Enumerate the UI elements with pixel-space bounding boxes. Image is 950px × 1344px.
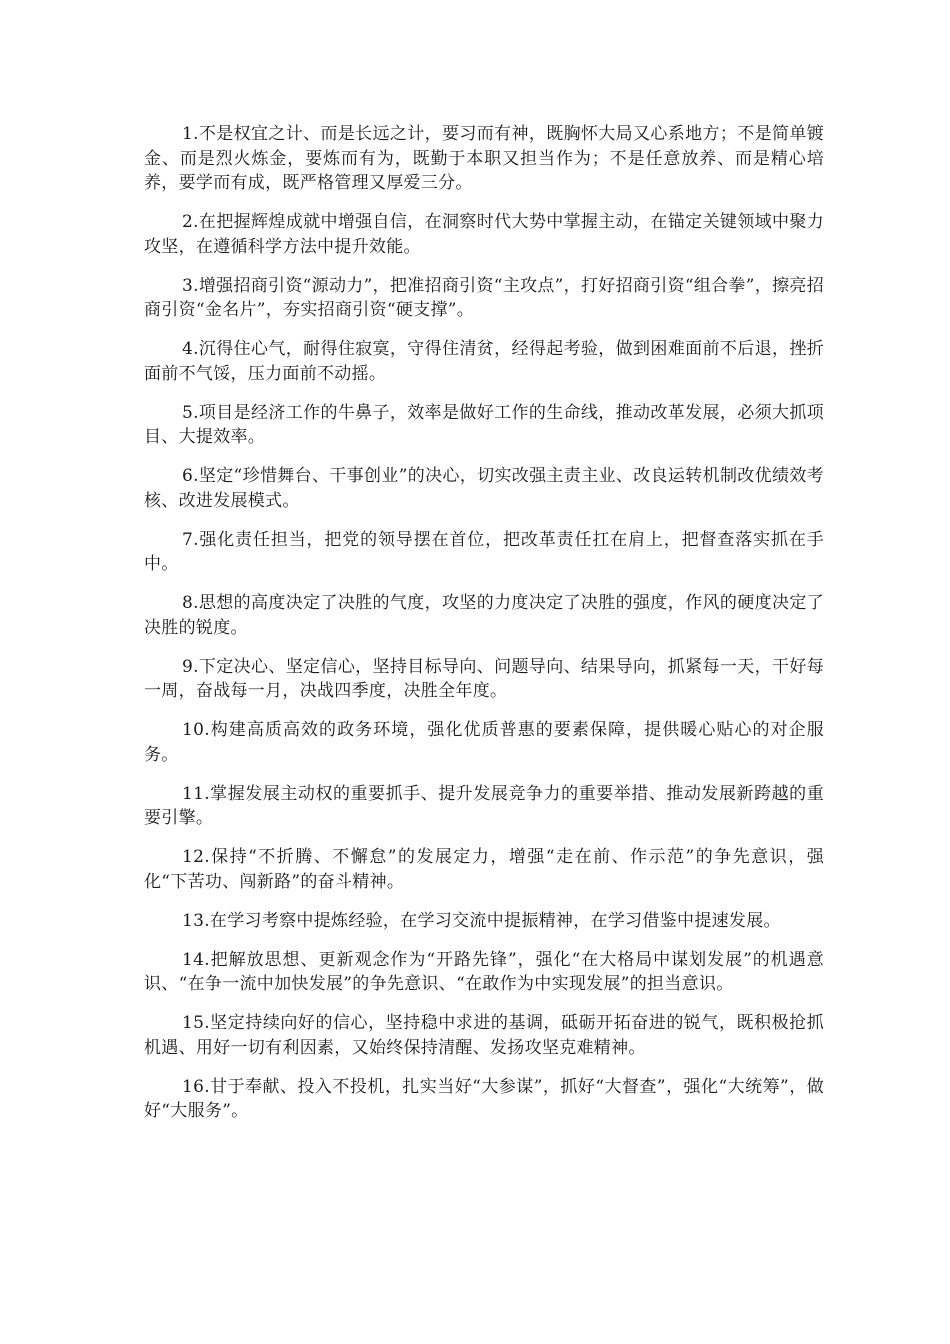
paragraph-14: 14.把解放思想、更新观念作为“开路先锋”，强化“在大格局中谋划发展”的机遇意识、“在争一流中加快发展”的争先意识、“在敢作为中实现发展”的担当意识。	[144, 949, 824, 994]
paragraph-13: 13.在学习考察中提炼经验，在学习交流中提振精神，在学习借鉴中提速发展。	[182, 910, 781, 931]
paragraph-15: 15.坚定持续向好的信心，坚持稳中求进的基调，砥砺开拓奋进的锐气，既积极抢抓机遇、用好一切有利因素，又始终保持清醒、发扬攻坚克难精神。	[144, 1013, 824, 1058]
paragraph-6: 6.坚定“珍惜舞台、干事创业”的决心，切实改强主责主业、改良运转机制改优绩效考核、改进发展模式。	[144, 466, 824, 511]
document-body	[144, 122, 824, 1138]
paragraph-2: 2.在把握辉煌成就中增强自信，在洞察时代大势中掌握主动，在锚定关键领域中聚力攻坚，在遵循科学方法中提升效能。	[144, 212, 824, 257]
paragraph-5: 5.项目是经济工作的牛鼻子，效率是做好工作的生命线，推动改革发展，必须大抓项目、大提效率。	[144, 402, 824, 447]
paragraph-11: 11.掌握发展主动权的重要抓手、提升发展竞争力的重要举措、推动发展新跨越的重要引擎。	[144, 783, 824, 828]
paragraph-12: 12.保持“不折腾、不懈怠”的发展定力，增强“走在前、作示范”的争先意识，强化“下苦功、闯新路”的奋斗精神。	[144, 847, 824, 892]
paragraph-16: 16.甘于奉献、投入不投机，扎实当好“大参谋”，抓好“大督查”，强化“大统筹”，做好“大服务”。	[144, 1076, 824, 1121]
paragraph-10: 10.构建高质高效的政务环境，强化优质普惠的要素保障，提供暖心贴心的对企服务。	[144, 720, 824, 765]
paragraph-8: 8.思想的高度决定了决胜的气度，攻坚的力度决定了决胜的强度，作风的硬度决定了决胜的锐度。	[144, 593, 824, 638]
paragraph-9: 9.下定决心、坚定信心，坚持目标导向、问题导向、结果导向，抓紧每一天，干好每一周，奋战每一月，决战四季度，决胜全年度。	[144, 656, 824, 701]
paragraph-4: 4.沉得住心气，耐得住寂寞，守得住清贫，经得起考验，做到困难面前不后退，挫折面前不气馁，压力面前不动摇。	[144, 339, 824, 384]
paragraph-7: 7.强化责任担当，把党的领导摆在首位，把改革责任扛在肩上，把督查落实抓在手中。	[144, 529, 824, 574]
paragraph-1: 1.不是权宜之计、而是长远之计，要习而有神，既胸怀大局又心系地方；不是简单镀金、而是烈火炼金，要炼而有为，既勤于本职又担当作为；不是任意放养、而是精心培养，要学而有成，既严格管理又厚爱三分。	[144, 124, 824, 193]
paragraph-3: 3.增强招商引资“源动力”，把准招商引资“主攻点”，打好招商引资“组合拳”，擦亮招商引资“金名片”，夯实招商引资“硬支撑”。	[144, 275, 824, 320]
